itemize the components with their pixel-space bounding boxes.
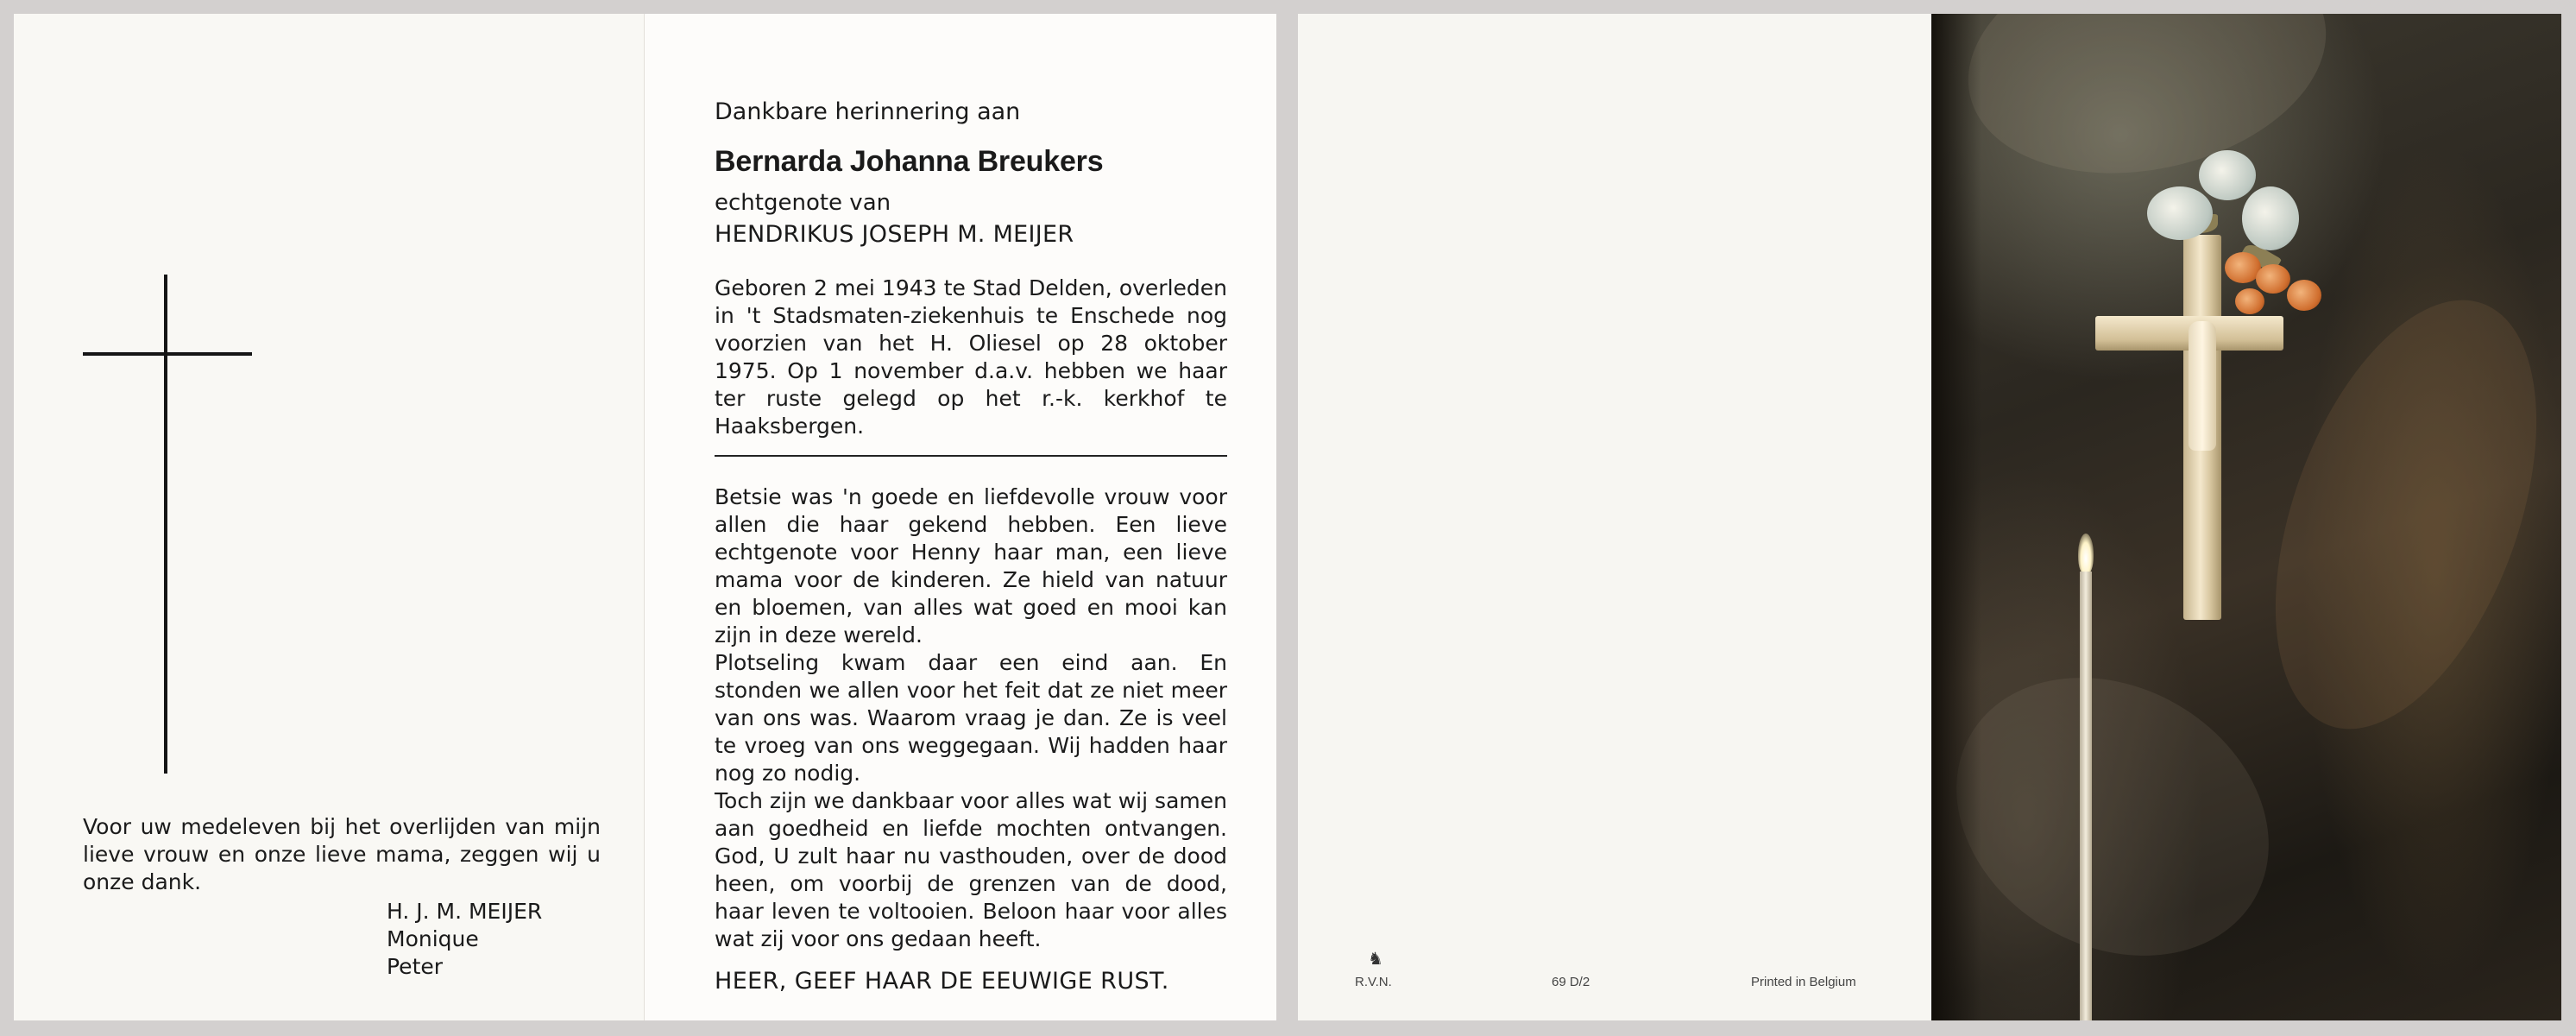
cross-horizontal-bar [83,352,252,356]
thanks-message: Voor uw medeleven bij het overlijden van mijn lieve vrouw en onze lieve mama, zeggen wij u onze dank. [83,814,601,894]
dedication-heading: Dankbare herinnering aan [715,98,1021,125]
signature-child-2: Peter [387,954,444,979]
cross-vertical-bar [164,275,167,774]
card-number: 69 D/2 [1552,975,1590,989]
spouse-relation: echtgenote van [715,190,891,216]
orange-flower [2287,280,2321,311]
tribute-text [715,483,1227,953]
card-outside-spread [1298,14,2561,1020]
card-inside-spread [14,14,1276,1020]
tribute-paragraph: Toch zijn we dankbaar voor alles wat wij samen aan goedheid en liefde mochten ontvangen. God, U zult haar nu vasthouden, over de dood heen, om voorbij de grenzen van de dood, haar leven te voltooien. Beloon haar voor alles wat zij voor ons gedaan heeft. [715,788,1227,951]
white-rose [2147,186,2213,240]
signature-father: H. J. M. MEIJER [387,899,543,924]
devotional-photo [1931,14,2561,1020]
fold-shadow [1931,14,1981,1020]
publisher-code: R.V.N. [1355,975,1392,989]
section-divider [715,455,1227,457]
tribute-paragraph: Plotseling kwam daar een eind aan. En stonden we allen voor het feit dat ze niet meer van ons was. Waarom vraag je dan. Ze is veel te vroeg van ons weggegaan. Wij hadden haar nog zo nodig. [715,650,1227,786]
rvn-logo-icon: ♞ [1368,948,1383,969]
spouse-name: HENDRIKUS JOSEPH M. MEIJER [715,221,1074,248]
white-rose [2242,186,2299,250]
signatures [387,898,542,981]
candle-stick [2080,572,2092,1020]
orange-flower [2235,288,2264,314]
orange-flower [2256,264,2290,294]
deceased-name: Bernarda Johanna Breukers [715,145,1104,178]
printed-in-label: Printed in Belgium [1751,975,1856,989]
candle-flame [2078,534,2094,575]
drape-highlight [1947,14,2348,205]
closing-prayer: HEER, GEEF HAAR DE EEUWIGE RUST. [715,968,1169,995]
life-details: Geboren 2 mei 1943 te Stad Delden, overleden in 't Stadsmaten-ziekenhuis te Enschede nog voorzien van het H. Oliesel op 28 oktober 1975. Op 1 november d.a.v. hebben we haar ter ruste gelegd op het r.-k. kerkhof te Haaksbergen. [715,275,1227,439]
back-panel [1298,14,1931,1020]
thanks-panel [14,14,644,1020]
front-photo-panel [1931,14,2561,1020]
signature-child-1: Monique [387,926,479,951]
white-rose [2199,150,2256,200]
tribute-paragraph: Betsie was 'n goede en liefdevolle vrouw voor allen die haar gekend hebben. Een lieve echtgenote voor Henny haar man, een lieve mama voor de kinderen. Ze hield van natuur en bloemen, van alles wat goed en mooi kan zijn in deze wereld. [715,484,1227,648]
corpus-figure [2189,321,2216,451]
